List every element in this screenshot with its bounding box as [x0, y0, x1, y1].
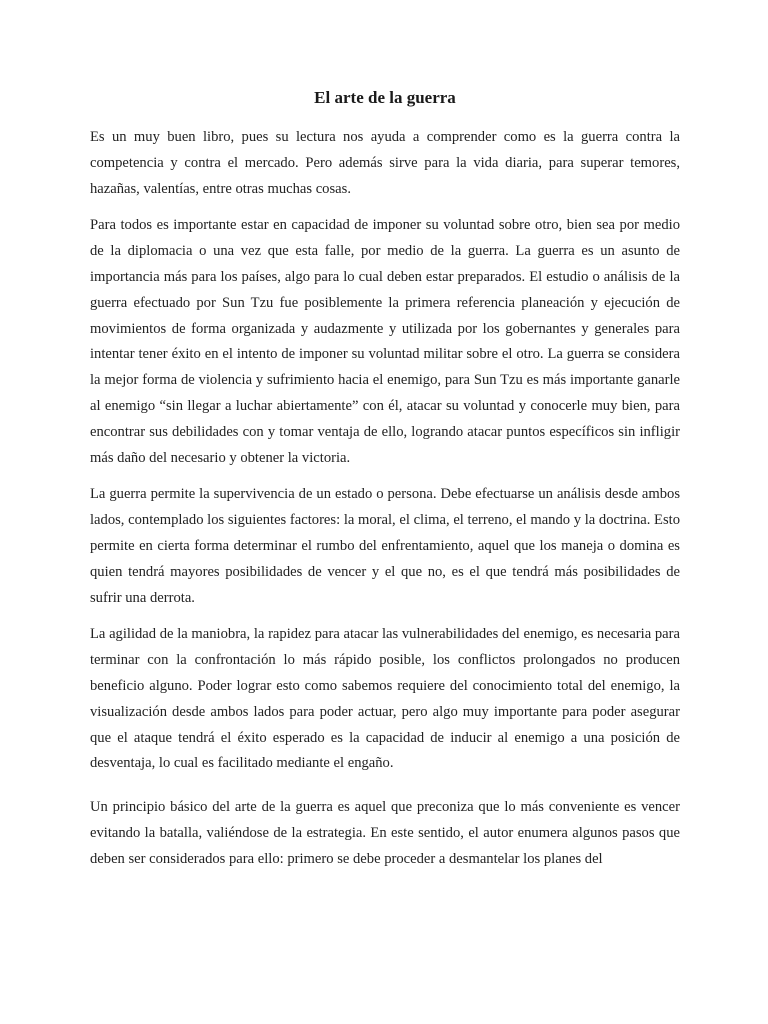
- document-title: El arte de la guerra: [314, 88, 456, 107]
- paragraph-1: Es un muy buen libro, pues su lectura nos ayuda a comprender como es la guerra contra la competencia y contra el mercado. Pero además sirve para la vida diaria, para superar temores, hazañas, valentías, entre otras muchas cosas.: [90, 129, 680, 197]
- document-body: [90, 88, 680, 884]
- paragraph-2: Para todos es importante estar en capacidad de imponer su voluntad sobre otro, bien sea por medio de la diplomacia o una vez que esta falle, por medio de la guerra. La guerra es un asunto de importancia más para los países, algo para lo cual deben estar preparados. El estudio o análisis de la guerra efectuado por Sun Tzu fue posiblemente la primera referencia planeación y ejecución de movimientos de forma organizada y audazmente y utilizada por los gobernantes y generales para intentar tener éxito en el intento de imponer su voluntad militar sobre el otro. La guerra se considera la mejor forma de violencia y sufrimiento hacia el enemigo, para Sun Tzu es más importante ganarle al enemigo “sin llegar a luchar abiertamente” con él, atacar su voluntad y conocerle muy bien, para encontrar sus debilidades con y tomar ventaja de ello, logrando atacar puntos específicos sin infligir más daño del necesario y obtener la victoria.: [90, 217, 680, 466]
- paragraph-5: Un principio básico del arte de la guerra es aquel que preconiza que lo más conveniente es vencer evitando la batalla, valiéndose de la estrategia. En este sentido, el autor enumera algunos pasos que deben ser considerados para ello: primero se debe proceder a desmantelar los planes del: [90, 799, 680, 867]
- paragraph-4: La agilidad de la maniobra, la rapidez para atacar las vulnerabilidades del enemigo, es necesaria para terminar con la confrontación lo más rápido posible, los conflictos prolongados no producen beneficio alguno. Poder lograr esto como sabemos requiere del conocimiento total del enemigo, la visualización desde ambos lados para poder actuar, pero algo muy importante para poder asegurar que el ataque tendrá el éxito esperado es la capacidad de inducir al enemigo a una posición de desventaja, lo cual es facilitado mediante el engaño.: [90, 626, 680, 772]
- paragraph-3: La guerra permite la supervivencia de un estado o persona. Debe efectuarse un análisis desde ambos lados, contemplado los siguientes factores: la moral, el clima, el terreno, el mando y la doctrina. Esto permite en cierta forma determinar el rumbo del enfrentamiento, aquel que los maneja o domina es quien tendrá mayores posibilidades de vencer y el que no, es el que tendrá más posibilidades de sufrir una derrota.: [90, 486, 680, 606]
